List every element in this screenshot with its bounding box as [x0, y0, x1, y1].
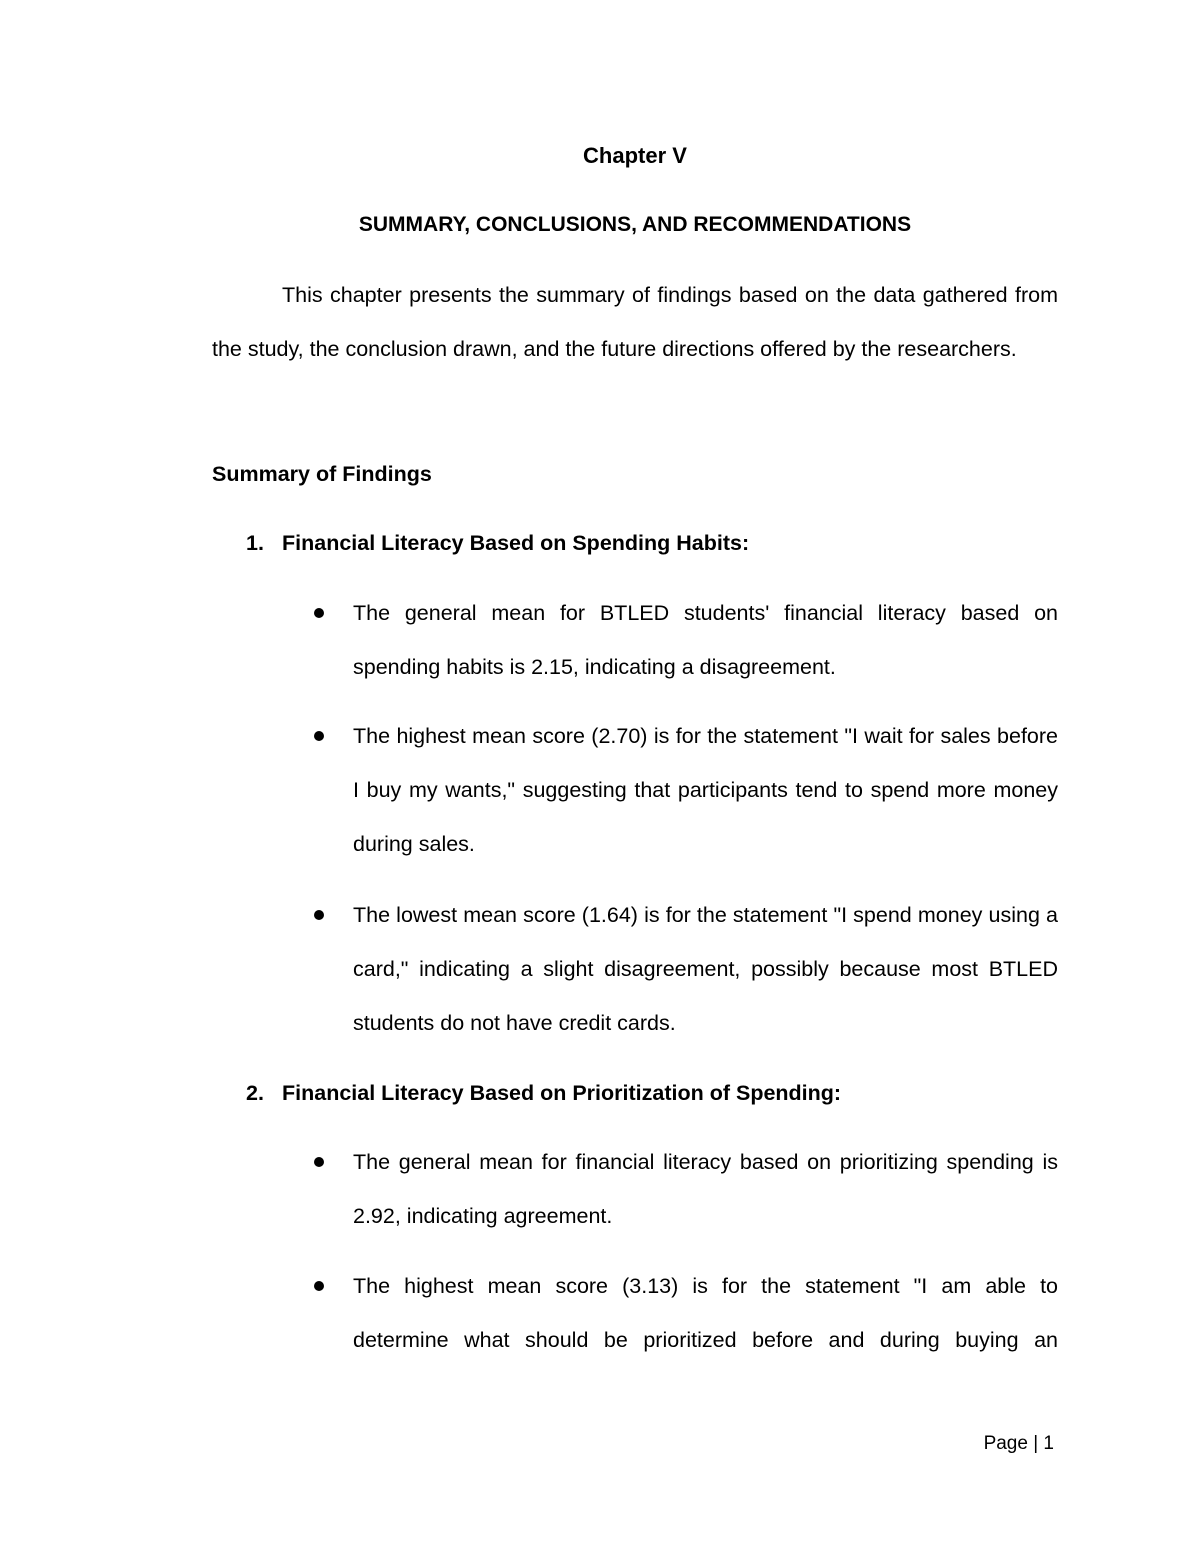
- section-1-number: 1.: [246, 531, 264, 555]
- section-1-bullet-3: [314, 888, 1058, 1050]
- section-2-heading: [246, 1077, 841, 1109]
- bullet-text: The general mean for BTLED students' financial literacy based on spending habits is 2.15, indicating a disagreement.: [353, 601, 1058, 679]
- chapter-title: Chapter V: [583, 143, 687, 168]
- bullet-dot-icon: [314, 608, 324, 618]
- bullet-dot-icon: [314, 1157, 324, 1167]
- section-1-bullet-2: [314, 709, 1058, 871]
- bullet-text: The lowest mean score (1.64) is for the statement "I spend money using a card," indicating a slight disagreement, possibly because most BTLED students do not have credit cards.: [353, 903, 1058, 1035]
- bullet-text: The highest mean score (2.70) is for the statement "I wait for sales before I buy my wants," suggesting that participants tend to spend more money during sales.: [353, 724, 1058, 856]
- section-1-heading: [246, 527, 749, 559]
- bullet-dot-icon: [314, 1281, 324, 1291]
- bullet-dot-icon: [314, 731, 324, 741]
- intro-paragraph: This chapter presents the summary of findings based on the data gathered from the study, the conclusion drawn, and the future directions offered by the researchers.: [212, 283, 1058, 361]
- section-1-bullet-1: [314, 586, 1058, 694]
- section-2-bullet-1: [314, 1135, 1058, 1243]
- page-number-footer: Page | 1: [983, 1433, 1054, 1454]
- bullet-dot-icon: [314, 910, 324, 920]
- section-1-title: Financial Literacy Based on Spending Habits:: [282, 531, 750, 555]
- section-2-bullet-2: [314, 1259, 1058, 1367]
- bullet-text: The highest mean score (3.13) is for the statement "I am able to determine what should be prioritized before and during buying an: [353, 1274, 1058, 1352]
- bullet-text: The general mean for financial literacy based on prioritizing spending is 2.92, indicating agreement.: [353, 1150, 1058, 1228]
- chapter-subtitle: SUMMARY, CONCLUSIONS, AND RECOMMENDATIONS: [358, 213, 912, 236]
- summary-heading: Summary of Findings: [212, 462, 432, 486]
- section-2-number: 2.: [246, 1081, 264, 1105]
- section-2-title: Financial Literacy Based on Prioritization of Spending:: [282, 1081, 842, 1105]
